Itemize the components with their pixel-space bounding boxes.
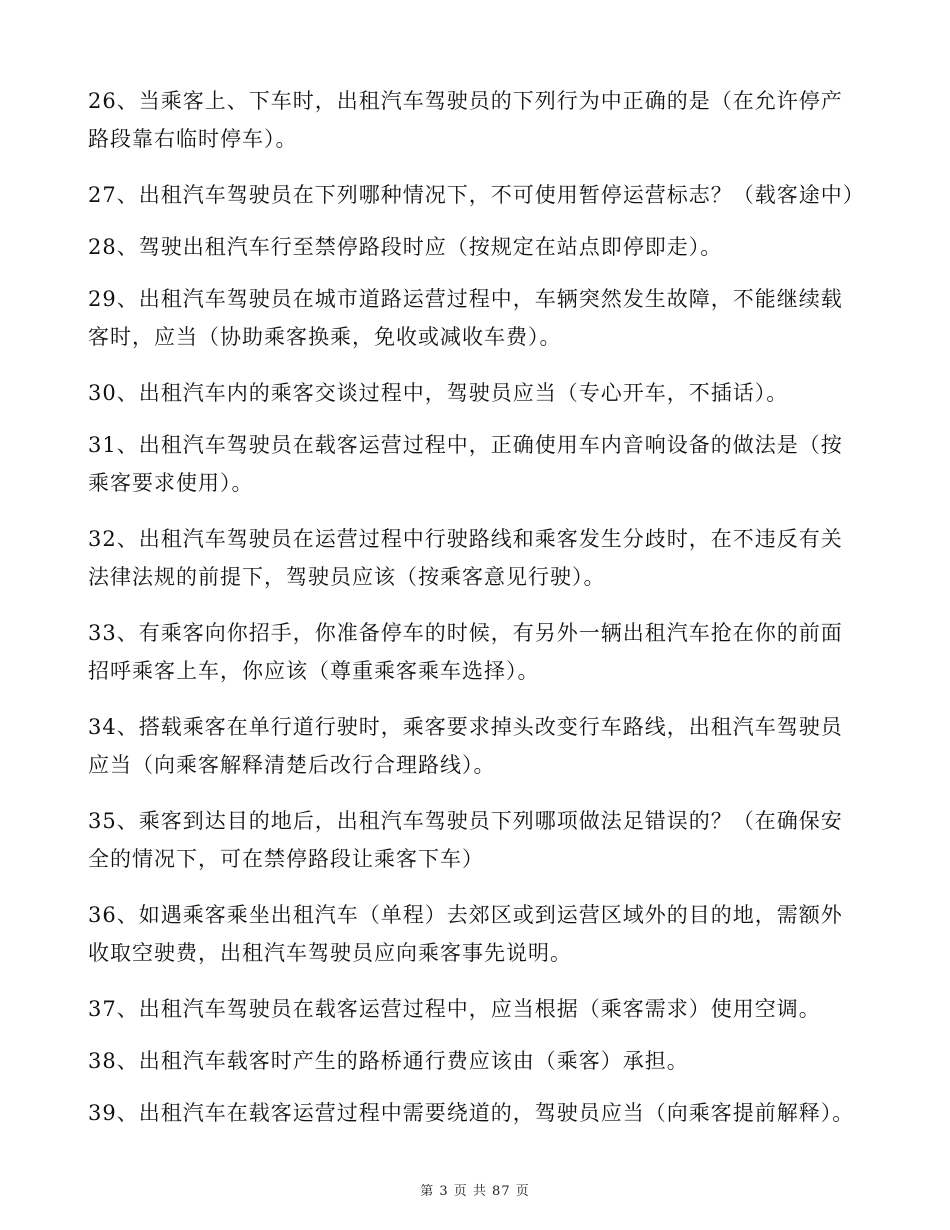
question-35: 35、乘客到达目的地后，出租汽车驾驶员下列哪项做法足错误的？（在确保安全的情况下，可在禁停路段让乘客下车）	[88, 809, 843, 871]
question-32: 32、出租汽车驾驶员在运营过程中行驶路线和乘客发生分歧时，在不违反有关法律法规的前提下，驾驶员应该（按乘客意见行驶）。	[88, 527, 843, 589]
question-31: 31、出租汽车驾驶员在载客运营过程中，正确使用车内音响设备的做法是（按乘客要求使用）。	[88, 433, 843, 495]
question-39: 39、出租汽车在载客运营过程中需要绕道的，驾驶员应当（向乘客提前解释）。	[88, 1101, 855, 1125]
question-list	[88, 82, 864, 1146]
page-number: 第 3 页 共 87 页	[420, 1184, 530, 1199]
question-38: 38、出租汽车载客时产生的路桥通行费应该由（乘客）承担。	[88, 1049, 689, 1073]
question-37: 37、出租汽车驾驶员在载客运营过程中，应当根据（乘客需求）使用空调。	[88, 997, 821, 1021]
question-28: 28、驾驶出租汽车行至禁停路段时应（按规定在站点即停即走）。	[88, 235, 723, 259]
question-30: 30、出租汽车内的乘客交谈过程中，驾驶员应当（专心开车，不插话）。	[88, 381, 789, 405]
question-33: 33、有乘客向你招手，你准备停车的时候，有另外一辆出租汽车抢在你的前面招呼乘客上车，你应该（尊重乘客乘车选择）。	[88, 621, 843, 683]
question-27: 27、出租汽车驾驶员在下列哪种情况下，不可使用暂停运营标志？（载客途中）	[88, 183, 865, 207]
question-36: 36、如遇乘客乘坐出租汽车（单程）去郊区或到运营区域外的目的地，需额外收取空驶费，出租汽车驾驶员应向乘客事先说明。	[88, 903, 843, 965]
question-26: 26、当乘客上、下车时，出租汽车驾驶员的下列行为中正确的是（在允许停产路段靠右临时停车）。	[88, 89, 843, 151]
question-29: 29、出租汽车驾驶员在城市道路运营过程中，车辆突然发生故障，不能继续载客时，应当（协助乘客换乘，免收或减收车费）。	[88, 287, 843, 349]
question-34: 34、搭载乘客在单行道行驶时，乘客要求掉头改变行车路线，出租汽车驾驶员应当（向乘客解释清楚后改行合理路线）。	[88, 715, 843, 777]
